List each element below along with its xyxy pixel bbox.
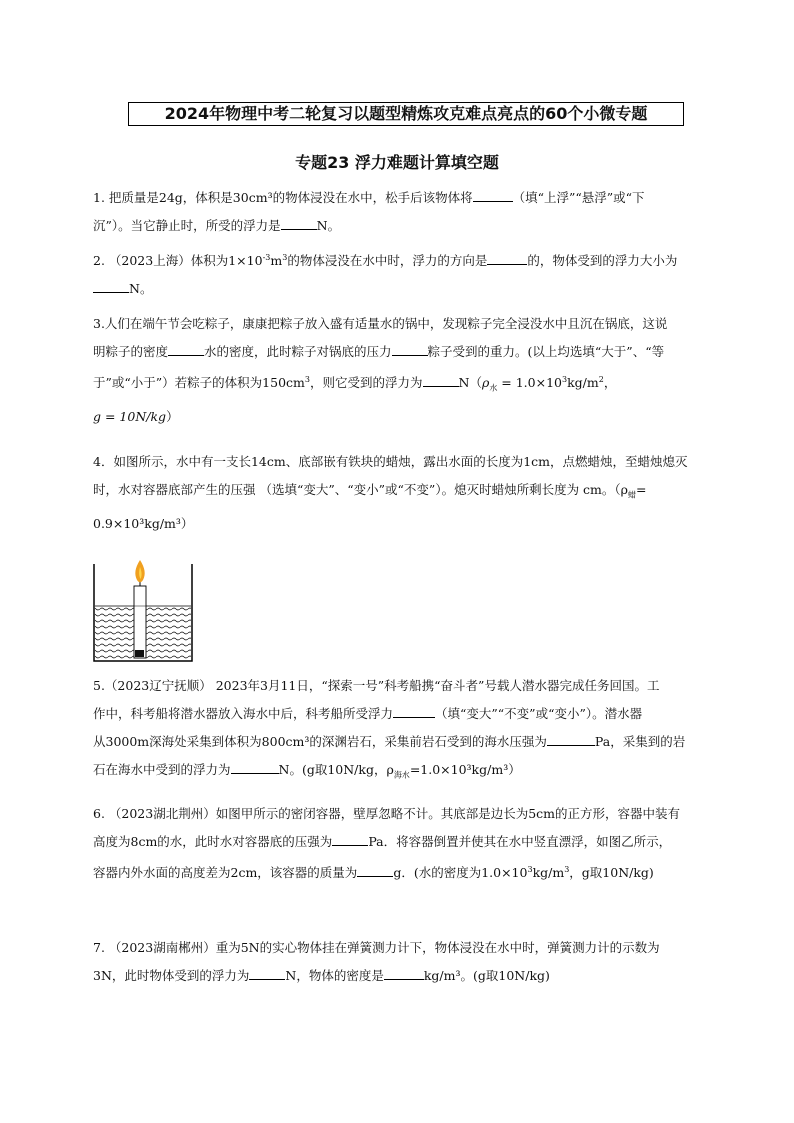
question-7: 7. （2023湖南郴州）重为5N的实心物体挂在弹簧测力计下，物体浸没在水中时，弹簧测力计的示数为 3N，此时物体受到的浮力为 N，物体的密度是 kg/m³。(g取10N/kg): [93, 940, 660, 983]
answer-blank[interactable]: [231, 759, 279, 774]
answer-blank[interactable]: [168, 341, 204, 356]
answer-blank[interactable]: [357, 862, 393, 877]
candle: [134, 586, 146, 658]
answer-blank[interactable]: [249, 965, 285, 980]
answer-blank[interactable]: [93, 278, 129, 293]
topic-title: 专题23 浮力难题计算填空题: [295, 153, 499, 172]
answer-blank[interactable]: [281, 215, 317, 230]
question-3: 3.人们在端午节会吃粽子，康康把粽子放入盛有适量水的锅中，发现粽子完全浸没水中且沉在锅底，这说 明粽子的密度 水的密度，此时粽子对锅底的压力 粽子受到的重力。(以上均选填“大于”、“等 于”或“小于”）若粽子的体积为$150cm^3$，则它受到的浮力为 $N(\rho_水 = 1.0\times 10^3kg/m^2$， g = 10N/kg）: [93, 316, 668, 424]
candle-container-figure: [92, 558, 194, 664]
question-1: 1. 把质量是24g，体积是30cm³的物体浸没在水中，松手后该物体将 （填“上浮”“悬浮”或“下 沉”）。当它静止时，所受的浮力是 N。: [93, 184, 713, 240]
answer-blank[interactable]: [384, 965, 424, 980]
question-6: 6. （2023湖北荆州）如图甲所示的密闭容器，壁厚忽略不计。其底部是边长为5cm的正方形，容器中装有 高度为8cm的水，此时水对容器底的压强为 Pa．将容器倒置并使其在水中竖直漂浮，如图乙所示， 容器内外水面的高度差为2cm，该容器的质量为 g．(水的密度为$1.0\times 10^3kg/m^3$，g取10N/kg): [93, 806, 681, 881]
answer-blank[interactable]: [423, 372, 459, 387]
answer-blank[interactable]: [392, 341, 428, 356]
document-title: 2024年物理中考二轮复习以题型精炼攻克难点亮点的60个小微专题: [128, 102, 684, 126]
iron-block: [135, 650, 144, 657]
question-2: 2. （2023上海）体积为$1\times 10^{-3}m^3$的物体浸没在水中时，浮力的方向是 的，物体受到的浮力大小为 N。: [93, 244, 713, 303]
question-5: 5.（2023辽宁抚顺） 2023年3月11日，“探索一号”科考船携“奋斗者”号载人潜水器完成任务回国。工 作中，科考船将潜水器放入海水中后，科考船所受浮力 （填“变大”“不变”或“变小”）。潜水器 从3000m深海处采集到体积为800cm³的深渊岩石，采集前岩石受到的海水压强为 Pa，采集到的岩 石在海水中受到的浮力为 N。(g取10N/kg，$\rho_{海水}=1.0\times 10^3kg/m^3$）: [93, 678, 686, 780]
answer-blank[interactable]: [547, 731, 595, 746]
answer-blank[interactable]: [332, 831, 368, 846]
question-4: 4．如图所示，水中有一支长14cm、底部嵌有铁块的蜡烛，露出水面的长度为1cm，点燃蜡烛，至蜡烛熄灭 时，水对容器底部产生的压强 （选填“变大”、“变小”或“不变”）。熄灭时蜡烛所剩长度为 cm。（$\rho_蜡=$ 0.9×10³kg/m³）: [93, 454, 688, 531]
answer-blank[interactable]: [473, 187, 513, 202]
answer-blank[interactable]: [487, 250, 527, 265]
answer-blank[interactable]: [393, 703, 435, 718]
